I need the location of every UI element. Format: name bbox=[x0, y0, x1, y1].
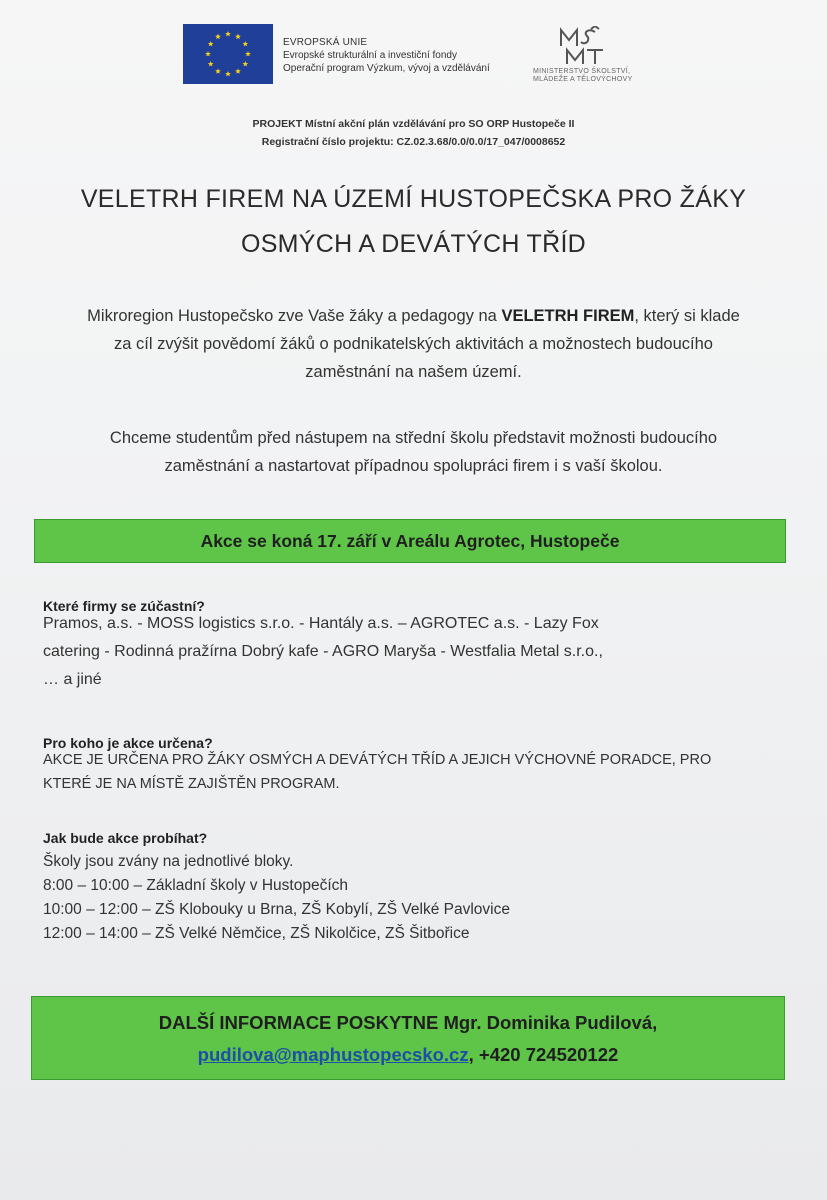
intro-p2-line-2: zaměstnání a nastartovat případnou spolupráci firem i s vaší školou. bbox=[164, 457, 663, 475]
intro-paragraph-1 bbox=[0, 302, 827, 386]
firms-line-2: catering - Rodinná pražírna Dobrý kafe - AGRO Maryša - Westfalia Metal s.r.o., bbox=[43, 643, 603, 660]
schedule-slot: 10:00 – 12:00 – ZŠ Klobouky u Brna, ZŠ Kobylí, ZŠ Velké Pavlovice bbox=[43, 901, 510, 918]
intro-p2-line-1: Chceme studentům před nástupem na střední školu představit možnosti budoucího bbox=[109, 429, 718, 447]
schedule-heading: Jak bude akce probíhat? bbox=[43, 830, 208, 846]
msmt-text-block bbox=[533, 68, 633, 84]
eu-stars-icon bbox=[183, 24, 273, 84]
schedule-intro: Školy jsou zvány na jednotlivé bloky. bbox=[43, 853, 294, 870]
msmt-label-2: MLÁDEŽE A TĚLOVÝCHOVY bbox=[533, 76, 633, 83]
firms-line-3: … a jiné bbox=[43, 671, 102, 688]
eu-label: EVROPSKÁ UNIE bbox=[283, 37, 368, 48]
schedule-slot: 8:00 – 10:00 – Základní školy v Hustopečích bbox=[43, 877, 349, 894]
project-name: PROJEKT Místní akční plán vzdělávání pro SO ORP Hustopeče II bbox=[252, 118, 575, 130]
msmt-label-1: MINISTERSTVO ŠKOLSTVÍ, bbox=[533, 68, 631, 75]
page-title-line-2: OSMÝCH A DEVÁTÝCH TŘÍD bbox=[240, 230, 587, 258]
eu-program-label: Operační program Výzkum, vývoj a vzdělávání bbox=[283, 63, 490, 74]
contact-phone: , +420 724520122 bbox=[468, 1044, 619, 1065]
firms-list bbox=[43, 610, 603, 694]
audience-text bbox=[43, 748, 711, 796]
intro-p1-bold: VELETRH FIREM bbox=[501, 307, 635, 325]
eu-funds-label: Evropské strukturální a investiční fondy bbox=[283, 50, 457, 61]
event-banner: Akce se koná 17. září v Areálu Agrotec, Hustopeče bbox=[34, 519, 786, 563]
schedule-slot: 12:00 – 14:00 – ZŠ Velké Němčice, ZŠ Nikolčice, ZŠ Šitbořice bbox=[43, 925, 470, 942]
contact-line-2 bbox=[32, 1039, 784, 1071]
contact-banner bbox=[31, 996, 785, 1080]
page-title-line-1: VELETRH FIREM NA ÚZEMÍ HUSTOPEČSKA PRO ŽÁKY bbox=[80, 185, 747, 213]
contact-line-1: DALŠÍ INFORMACE POSKYTNE Mgr. Dominika Pudilová, bbox=[158, 1012, 658, 1033]
schedule-block bbox=[43, 850, 510, 946]
contact-email-link[interactable]: pudilova@maphustopecsko.cz bbox=[197, 1044, 469, 1065]
intro-p1-line-3: zaměstnání na našem území. bbox=[305, 363, 522, 381]
intro-p1-line-2: za cíl zvýšit povědomí žáků o podnikatelských aktivitách a možnostech budoucího bbox=[114, 335, 713, 353]
firms-line-1: Pramos, a.s. - MOSS logistics s.r.o. - Hantály a.s. – AGROTEC a.s. - Lazy Fox bbox=[43, 615, 599, 632]
intro-p1-text-b: , který si klade bbox=[634, 307, 740, 325]
firms-heading: Které firmy se zúčastní? bbox=[43, 598, 205, 614]
eu-text-block bbox=[283, 36, 490, 75]
msmt-monogram-icon bbox=[555, 26, 615, 68]
eu-flag-logo bbox=[183, 24, 273, 84]
intro-p1-line-1 bbox=[0, 302, 827, 330]
audience-line-1: AKCE JE URČENA PRO ŽÁKY OSMÝCH A DEVÁTÝCH TŘÍD A JEJICH VÝCHOVNÉ PORADCE, PRO bbox=[43, 752, 712, 768]
intro-paragraph-2 bbox=[0, 424, 827, 480]
project-registration: Registrační číslo projektu: CZ.02.3.68/0.0/0.0/17_047/0008652 bbox=[261, 136, 566, 148]
audience-line-2: KTERÉ JE NA MÍSTĚ ZAJIŠTĚN PROGRAM. bbox=[43, 776, 340, 792]
audience-heading: Pro koho je akce určena? bbox=[43, 735, 213, 751]
msmt-logo bbox=[555, 26, 615, 68]
intro-p1-text-a: Mikroregion Hustopečsko zve Vaše žáky a pedagogy na bbox=[87, 307, 502, 325]
